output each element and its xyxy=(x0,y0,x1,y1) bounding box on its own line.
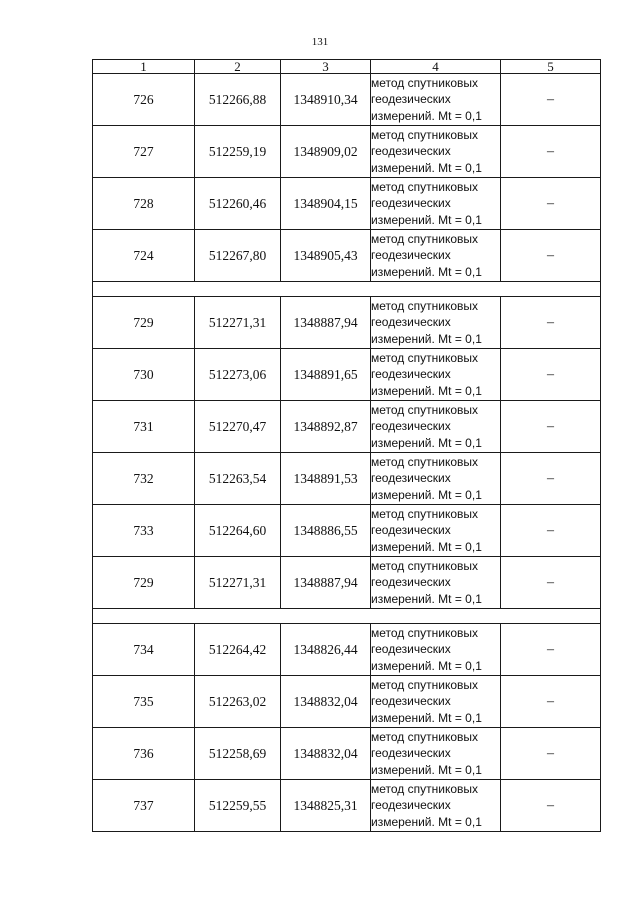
table-row xyxy=(93,297,601,349)
method-line: геодезических xyxy=(371,196,451,211)
point-number-cell: 732 xyxy=(93,453,195,505)
method-line: метод спутниковых xyxy=(371,625,479,640)
note-cell: – xyxy=(501,453,601,505)
table-row xyxy=(93,505,601,557)
note-cell: – xyxy=(501,178,601,230)
method-line: геодезических xyxy=(371,471,451,486)
method-line: метод спутниковых xyxy=(371,75,479,90)
table-row xyxy=(93,557,601,609)
y-coordinate-cell: 1348832,04 xyxy=(281,676,371,728)
method-line: геодезических xyxy=(371,92,451,107)
point-number-cell: 727 xyxy=(93,126,195,178)
y-coordinate-cell: 1348909,02 xyxy=(281,126,371,178)
note-cell: – xyxy=(501,297,601,349)
method-line: измерений. Mt = 0,1 xyxy=(371,435,482,450)
method-line: геодезических xyxy=(371,746,451,761)
x-coordinate-cell: 512260,46 xyxy=(195,178,281,230)
x-coordinate-cell: 512271,31 xyxy=(195,557,281,609)
method-line: измерений. Mt = 0,1 xyxy=(371,383,482,398)
method-line: геодезических xyxy=(371,798,451,813)
method-line: геодезических xyxy=(371,248,451,263)
y-coordinate-cell: 1348887,94 xyxy=(281,297,371,349)
table-row xyxy=(93,780,601,832)
y-coordinate-cell: 1348887,94 xyxy=(281,557,371,609)
y-coordinate-cell: 1348891,53 xyxy=(281,453,371,505)
method-line: измерений. Mt = 0,1 xyxy=(371,814,482,829)
note-cell: – xyxy=(501,780,601,832)
method-line: метод спутниковых xyxy=(371,298,479,313)
method-cell xyxy=(371,401,501,453)
column-header: 1 xyxy=(93,60,195,74)
method-cell xyxy=(371,178,501,230)
method-line: геодезических xyxy=(371,315,451,330)
method-line: метод спутниковых xyxy=(371,558,479,573)
method-cell xyxy=(371,349,501,401)
table-row xyxy=(93,453,601,505)
method-line: измерений. Mt = 0,1 xyxy=(371,108,482,123)
x-coordinate-cell: 512264,42 xyxy=(195,624,281,676)
y-coordinate-cell: 1348892,87 xyxy=(281,401,371,453)
table-header-row xyxy=(93,60,601,74)
method-line: метод спутниковых xyxy=(371,127,479,142)
note-cell: – xyxy=(501,728,601,780)
method-cell xyxy=(371,624,501,676)
method-cell xyxy=(371,557,501,609)
note-cell: – xyxy=(501,230,601,282)
method-line: измерений. Mt = 0,1 xyxy=(371,212,482,227)
table-row xyxy=(93,126,601,178)
method-line: геодезических xyxy=(371,575,451,590)
table-row xyxy=(93,74,601,126)
column-header: 4 xyxy=(371,60,501,74)
table-row xyxy=(93,624,601,676)
x-coordinate-cell: 512264,60 xyxy=(195,505,281,557)
column-header: 2 xyxy=(195,60,281,74)
group-separator-row xyxy=(93,609,601,624)
y-coordinate-cell: 1348826,44 xyxy=(281,624,371,676)
x-coordinate-cell: 512259,19 xyxy=(195,126,281,178)
method-line: метод спутниковых xyxy=(371,677,479,692)
method-line: метод спутниковых xyxy=(371,781,479,796)
method-line: измерений. Mt = 0,1 xyxy=(371,658,482,673)
table-row xyxy=(93,676,601,728)
method-line: геодезических xyxy=(371,642,451,657)
table-row xyxy=(93,178,601,230)
note-cell: – xyxy=(501,676,601,728)
method-line: метод спутниковых xyxy=(371,402,479,417)
x-coordinate-cell: 512263,54 xyxy=(195,453,281,505)
method-cell xyxy=(371,230,501,282)
method-line: метод спутниковых xyxy=(371,179,479,194)
x-coordinate-cell: 512266,88 xyxy=(195,74,281,126)
group-separator-row xyxy=(93,282,601,297)
method-cell xyxy=(371,780,501,832)
y-coordinate-cell: 1348825,31 xyxy=(281,780,371,832)
method-line: измерений. Mt = 0,1 xyxy=(371,331,482,346)
table-row xyxy=(93,349,601,401)
method-line: метод спутниковых xyxy=(371,454,479,469)
point-number-cell: 724 xyxy=(93,230,195,282)
y-coordinate-cell: 1348905,43 xyxy=(281,230,371,282)
method-cell xyxy=(371,728,501,780)
x-coordinate-cell: 512258,69 xyxy=(195,728,281,780)
method-line: метод спутниковых xyxy=(371,729,479,744)
separator-cell xyxy=(93,282,601,297)
method-cell xyxy=(371,453,501,505)
method-cell xyxy=(371,676,501,728)
point-number-cell: 737 xyxy=(93,780,195,832)
y-coordinate-cell: 1348832,04 xyxy=(281,728,371,780)
table-body xyxy=(93,74,601,832)
method-line: измерений. Mt = 0,1 xyxy=(371,710,482,725)
point-number-cell: 728 xyxy=(93,178,195,230)
x-coordinate-cell: 512259,55 xyxy=(195,780,281,832)
method-cell xyxy=(371,505,501,557)
method-line: метод спутниковых xyxy=(371,231,479,246)
note-cell: – xyxy=(501,349,601,401)
point-number-cell: 730 xyxy=(93,349,195,401)
x-coordinate-cell: 512263,02 xyxy=(195,676,281,728)
point-number-cell: 733 xyxy=(93,505,195,557)
coordinates-table xyxy=(92,59,601,832)
method-line: геодезических xyxy=(371,523,451,538)
point-number-cell: 729 xyxy=(93,297,195,349)
method-line: измерений. Mt = 0,1 xyxy=(371,591,482,606)
method-cell xyxy=(371,297,501,349)
point-number-cell: 734 xyxy=(93,624,195,676)
table-row xyxy=(93,728,601,780)
point-number-cell: 729 xyxy=(93,557,195,609)
column-header: 5 xyxy=(501,60,601,74)
note-cell: – xyxy=(501,557,601,609)
separator-cell xyxy=(93,609,601,624)
x-coordinate-cell: 512270,47 xyxy=(195,401,281,453)
note-cell: – xyxy=(501,505,601,557)
method-cell xyxy=(371,74,501,126)
point-number-cell: 735 xyxy=(93,676,195,728)
column-header: 3 xyxy=(281,60,371,74)
note-cell: – xyxy=(501,126,601,178)
y-coordinate-cell: 1348891,65 xyxy=(281,349,371,401)
y-coordinate-cell: 1348904,15 xyxy=(281,178,371,230)
note-cell: – xyxy=(501,401,601,453)
y-coordinate-cell: 1348910,34 xyxy=(281,74,371,126)
x-coordinate-cell: 512267,80 xyxy=(195,230,281,282)
note-cell: – xyxy=(501,624,601,676)
y-coordinate-cell: 1348886,55 xyxy=(281,505,371,557)
method-line: измерений. Mt = 0,1 xyxy=(371,762,482,777)
method-cell xyxy=(371,126,501,178)
method-line: измерений. Mt = 0,1 xyxy=(371,264,482,279)
page-number: 131 xyxy=(311,36,329,48)
method-line: измерений. Mt = 0,1 xyxy=(371,487,482,502)
method-line: измерений. Mt = 0,1 xyxy=(371,160,482,175)
point-number-cell: 731 xyxy=(93,401,195,453)
method-line: метод спутниковых xyxy=(371,350,479,365)
table-row xyxy=(93,230,601,282)
method-line: геодезических xyxy=(371,419,451,434)
point-number-cell: 736 xyxy=(93,728,195,780)
method-line: геодезических xyxy=(371,694,451,709)
method-line: метод спутниковых xyxy=(371,506,479,521)
method-line: геодезических xyxy=(371,367,451,382)
table-row xyxy=(93,401,601,453)
method-line: измерений. Mt = 0,1 xyxy=(371,539,482,554)
x-coordinate-cell: 512271,31 xyxy=(195,297,281,349)
method-line: геодезических xyxy=(371,144,451,159)
point-number-cell: 726 xyxy=(93,74,195,126)
x-coordinate-cell: 512273,06 xyxy=(195,349,281,401)
note-cell: – xyxy=(501,74,601,126)
